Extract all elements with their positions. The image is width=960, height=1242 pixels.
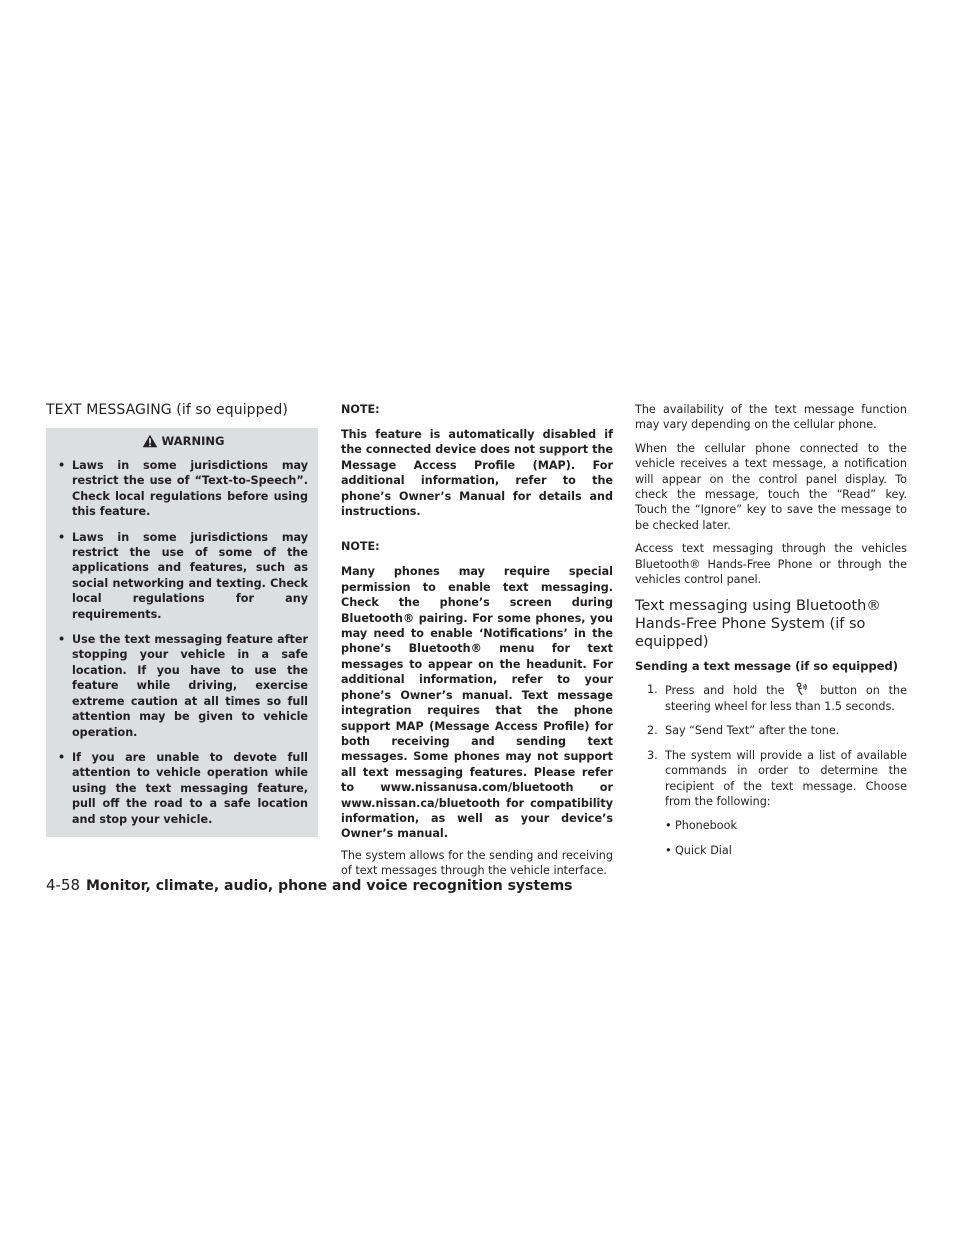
note-label: NOTE: <box>341 540 380 554</box>
option-item: • Phonebook <box>665 818 907 833</box>
note-label: NOTE: <box>341 403 380 416</box>
option-item: • Quick Dial <box>665 843 907 858</box>
step-number: 2. <box>647 724 658 738</box>
step-item <box>647 723 907 738</box>
page-footer <box>46 876 573 894</box>
step-number: 1. <box>647 683 658 697</box>
warning-item: • Laws in some jurisdictions may restrict the use of some of the applications and features, such as social networking and texting. Check local regulations for any requirements. <box>58 530 308 622</box>
talk-icon <box>795 682 809 696</box>
step-text: The system will provide a list of available commands in order to determine the recipient of the text message. Choose from the following: <box>665 748 907 808</box>
subsection-title: Text messaging using Bluetooth® Hands-Free Phone System (if so equipped) <box>635 598 881 651</box>
warning-label: WARNING <box>161 434 225 448</box>
step-text: button on the steering wheel for less than 1.5 seconds. <box>665 684 907 713</box>
section-title: TEXT MESSAGING (if so equipped) <box>46 402 288 418</box>
warning-header <box>58 434 308 448</box>
step-text: Say “Send Text” after the tone. <box>665 724 840 738</box>
warning-item: • If you are unable to devote full attention to vehicle operation while using the text messaging feature, pull off the road to a safe location and stop your vehicle. <box>58 750 308 827</box>
column-left <box>46 402 318 837</box>
step-item <box>647 748 907 810</box>
warning-triangle-icon <box>142 434 158 448</box>
column-middle <box>341 402 613 887</box>
warning-box <box>46 428 318 837</box>
options-list <box>635 818 907 858</box>
note-text: This feature is automatically disabled if the connected device does not support the Message Access Profile (MAP). For additional information, refer to the phone’s Owner’s Manual for details and instructions. <box>341 428 613 519</box>
steps-list <box>635 682 907 809</box>
body-paragraph: When the cellular phone connected to the vehicle receives a text message, a notification will appear on the control panel display. To check the message, touch the “Read” key. Touch the “Ignore” key to save the message to be checked later. <box>635 441 907 532</box>
step-item <box>647 682 907 714</box>
warning-item: • Laws in some jurisdictions may restrict the use of “Text-to-Speech”. Check local regulations before using this feature. <box>58 458 308 520</box>
body-paragraph: The system allows for the sending and receiving of text messages through the vehicle interface. <box>341 848 613 878</box>
step-number: 3. <box>647 748 658 762</box>
page-number: 4-58 <box>46 876 81 894</box>
body-paragraph: Access text messaging through the vehicles Bluetooth® Hands-Free Phone or through the vehicles control panel. <box>635 542 907 587</box>
sending-heading: Sending a text message (if so equipped) <box>635 659 898 674</box>
step-text: Press and hold the <box>665 684 785 698</box>
column-right <box>635 402 907 867</box>
chapter-title: Monitor, climate, audio, phone and voice recognition systems <box>86 878 573 894</box>
warning-item: • Use the text messaging feature after stopping your vehicle in a safe location. If you have to use the feature while driving, exercise extreme caution at all times so full attention may be given to vehicle operation. <box>58 632 308 740</box>
note-text: Many phones may require special permission to enable text messaging. Check the phone’s screen during Bluetooth® pairing. For some phones, you may need to enable ‘Notifications’ in the phone’s Bluetooth® menu for text messages to appear on the headunit. For additional information, refer to your phone’s Owner’s manual. Text message integration requires that the phone support MAP (Message Access Profile) for both receiving and sending text messages. Some phones may not support all text messaging features. Please refer to www.nissanusa.com/bluetooth or www.nissan.ca/bluetooth for compatibility information, as well as your device’s Owner’s manual. <box>341 565 613 841</box>
body-paragraph: The availability of the text message function may vary depending on the cellular phone. <box>635 403 907 432</box>
warning-list <box>58 458 308 827</box>
